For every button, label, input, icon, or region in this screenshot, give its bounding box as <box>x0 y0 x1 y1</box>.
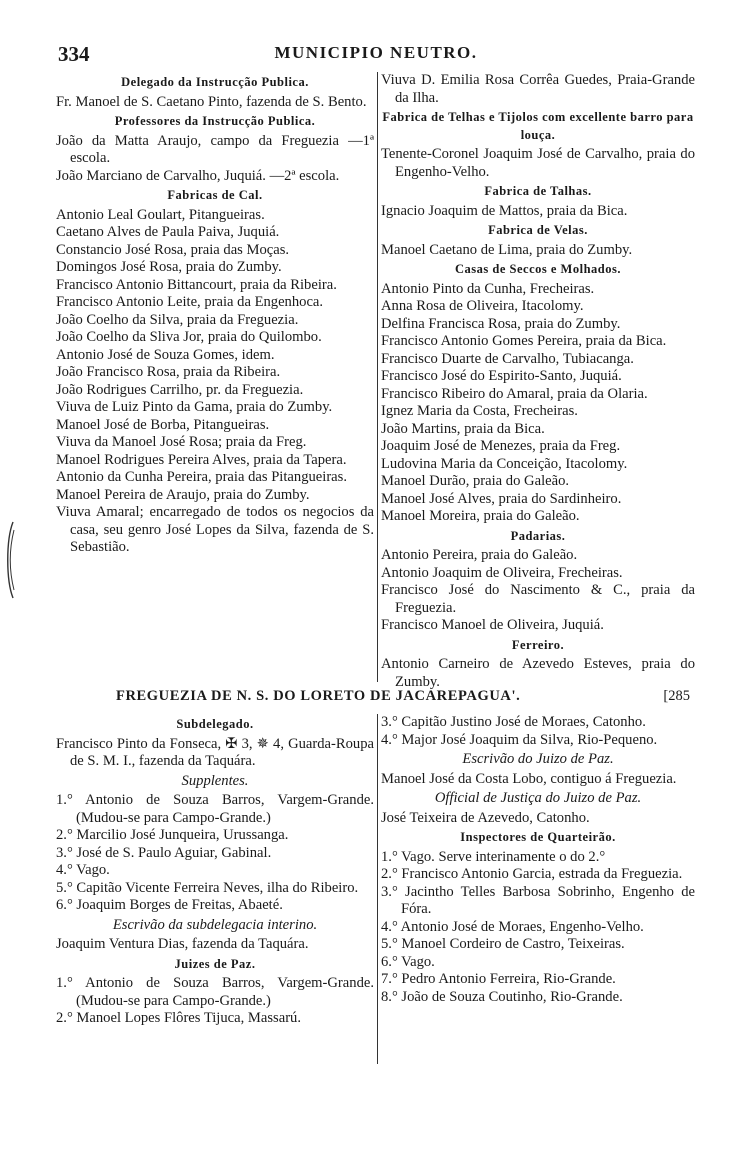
directory-entry: Viuva D. Emilia Rosa Corrêa Guedes, Praia-Grande da Ilha. <box>381 72 695 106</box>
directory-entry: Antonio Joaquim de Oliveira, Frecheiras. <box>381 564 623 581</box>
directory-entry: João Francisco Rosa, praia da Ribeira. <box>56 364 281 380</box>
directory-entry: Francisco José do Nascimento & C., praia da Freguezia. <box>381 582 695 616</box>
section-title: FREGUEZIA DE N. S. DO LORETO DE JACAREPAGUA'. <box>116 688 521 704</box>
directory-entry: Manoel Caetano de Lima, praia do Zumby. <box>381 241 633 258</box>
numbered-entry: 2.° Marcilio José Junqueira, Urussanga. <box>56 827 289 843</box>
directory-entry: Manoel Rodrigues Pereira Alves, praia da Tapera. <box>56 451 347 468</box>
italic-heading: Supplentes. <box>181 772 249 789</box>
section-heading: Fabricas de Cal. <box>167 188 263 202</box>
numbered-entry: 1.° Antonio de Souza Barros, Vargem-Grande. (Mudou-se para Campo-Grande.) <box>56 792 374 826</box>
page-header <box>56 42 696 70</box>
section-heading: Professores da Instrucção Publica. <box>114 114 316 128</box>
directory-entry: Francisco Antonio Gomes Pereira, praia da Bica. <box>381 333 667 349</box>
directory-entry: Tenente-Coronel Joaquim José de Carvalho, praia do Engenho-Velho. <box>381 146 695 180</box>
numbered-entry: 2.° Francisco Antonio Garcia, estrada da Freguezia. <box>381 866 683 882</box>
column-divider-top <box>377 72 378 682</box>
column-divider-bottom <box>377 714 378 1064</box>
directory-entry: Anna Rosa de Oliveira, Itacolomy. <box>381 298 584 314</box>
numbered-entry: 5.° Capitão Vicente Ferreira Neves, ilha do Ribeiro. <box>56 879 359 896</box>
numbered-entry: 8.° João de Souza Coutinho, Rio-Grande. <box>381 988 623 1005</box>
page-number: 334 <box>58 42 90 66</box>
top-right-column <box>381 72 695 691</box>
section-heading: Inspectores de Quarteirão. <box>460 830 616 844</box>
section-heading: Juizes de Paz. <box>174 956 256 971</box>
numbered-entry: 4.° Antonio José de Moraes, Engenho-Velho. <box>381 918 644 935</box>
numbered-entry: 6.° Vago. <box>381 953 435 970</box>
numbered-entry: 3.° Capitão Justino José de Moraes, Catonho. <box>381 714 646 730</box>
numbered-entry: 1.° Antonio de Souza Barros, Vargem-Grande. (Mudou-se para Campo-Grande.) <box>56 975 374 1009</box>
directory-entry: João Coelho da Silva, praia da Freguezia. <box>56 311 299 328</box>
directory-entry: Francisco Antonio Leite, praia da Engenhoca. <box>56 294 324 310</box>
directory-entry: Francisco Ribeiro do Amaral, praia da Olaria. <box>381 385 648 402</box>
directory-entry: Antonio Carneiro de Azevedo Esteves, praia do Zumby. <box>381 656 695 690</box>
section-heading: Delegado da Instrucção Publica. <box>121 75 309 89</box>
directory-entry: Francisco José do Espirito-Santo, Juquiá. <box>381 368 622 384</box>
bottom-left-column <box>56 714 374 1028</box>
italic-heading: Official de Justiça do Juizo de Paz. <box>434 790 642 806</box>
directory-entry: João Coelho da Sliva Jor, praia do Quilombo. <box>56 329 322 345</box>
directory-entry: Manoel Pereira de Araujo, praia do Zumby. <box>56 486 310 503</box>
directory-entry: João Rodrigues Carrilho, pr. da Freguezia. <box>56 381 304 398</box>
directory-entry: Manoel José de Borba, Pitangueiras. <box>56 416 270 433</box>
directory-entry: Joaquim José de Menezes, praia da Freg. <box>381 438 621 454</box>
numbered-entry: 3.° José de S. Paulo Aguiar, Gabinal. <box>56 844 272 861</box>
directory-entry: José Teixeira de Azevedo, Catonho. <box>381 809 590 826</box>
directory-entry: Manoel Durão, praia do Galeão. <box>381 473 570 489</box>
directory-entry: Francisco Antonio Bittancourt, praia da Ribeira. <box>56 276 337 293</box>
section-heading: Casas de Seccos e Molhados. <box>455 262 621 276</box>
bottom-right-column <box>381 714 695 1006</box>
section-heading: Fabrica de Telhas e Tijolos com excellente barro para louça. <box>382 110 694 142</box>
directory-entry: Manoel José da Costa Lobo, contiguo á Freguezia. <box>381 770 677 787</box>
numbered-entry: 7.° Pedro Antonio Ferreira, Rio-Grande. <box>381 971 616 987</box>
section-heading: Ferreiro. <box>511 637 565 652</box>
directory-entry: Antonio Pereira, praia do Galeão. <box>381 547 578 563</box>
directory-entry: Viuva da Manoel José Rosa; praia da Freg. <box>56 434 307 450</box>
directory-entry: Joaquim Ventura Dias, fazenda da Taquára. <box>56 936 309 952</box>
numbered-entry: 3.° Jacintho Telles Barbosa Sobrinho, Engenho de Fóra. <box>381 883 695 917</box>
numbered-entry: 1.° Vago. Serve interinamente o do 2.° <box>381 848 606 865</box>
directory-entry: Viuva Amaral; encarregado de todos os negocios da casa, seu genro José Lopes da Silva, fazenda de S. Sebastião. <box>56 504 374 555</box>
directory-entry: Domingos José Rosa, praia do Zumby. <box>56 259 282 275</box>
directory-entry: Manoel José Alves, praia do Sardinheiro. <box>381 490 622 507</box>
directory-entry: Delfina Francisca Rosa, praia do Zumby. <box>381 315 621 332</box>
italic-heading: Escrivão do Juizo de Paz. <box>462 751 614 767</box>
numbered-entry: 4.° Vago. <box>56 862 110 878</box>
numbered-entry: 2.° Manoel Lopes Flôres Tijuca, Massarú. <box>56 1010 301 1026</box>
section-heading: Padarias. <box>510 528 566 543</box>
directory-entry: Fr. Manoel de S. Caetano Pinto, fazenda de S. Bento. <box>56 93 367 110</box>
directory-entry: Francisco Duarte de Carvalho, Tubiacanga. <box>381 350 634 367</box>
section-heading: Fabrica de Talhas. <box>484 184 592 198</box>
top-left-column <box>56 72 374 557</box>
directory-entry: Ignez Maria da Costa, Frecheiras. <box>381 403 578 419</box>
directory-entry: Antonio Leal Goulart, Pitangueiras. <box>56 206 265 223</box>
directory-entry: Caetano Alves de Paula Paiva, Juquiá. <box>56 224 280 240</box>
section-heading: Fabrica de Velas. <box>488 223 588 237</box>
directory-entry: Constancio José Rosa, praia das Moças. <box>56 241 290 258</box>
section-ref: [285 <box>663 688 690 704</box>
section-heading: Subdelegado. <box>176 717 254 731</box>
directory-entry: Antonio da Cunha Pereira, praia das Pitangueiras. <box>56 469 347 485</box>
directory-entry: João Marciano de Carvalho, Juquiá. —2ª escola. <box>56 167 340 184</box>
directory-entry: Francisco Pinto da Fonseca, ✠ 3, ✵ 4, Guarda-Roupa de S. M. I., fazenda da Taquára. <box>56 735 374 769</box>
numbered-entry: 4.° Major José Joaquim da Silva, Rio-Pequeno. <box>381 731 658 748</box>
directory-entry: Antonio José de Souza Gomes, idem. <box>56 346 275 363</box>
page-title: MUNICIPIO NEUTRO. <box>274 43 478 62</box>
directory-entry: Manoel Moreira, praia do Galeão. <box>381 508 580 524</box>
numbered-entry: 6.° Joaquim Borges de Freitas, Abaeté. <box>56 897 283 913</box>
binding-mark <box>4 520 16 600</box>
section-header <box>56 686 696 710</box>
directory-entry: João Martins, praia da Bica. <box>381 420 545 437</box>
directory-entry: Ludovina Maria da Conceição, Itacolomy. <box>381 455 628 472</box>
directory-entry: Ignacio Joaquim de Mattos, praia da Bica. <box>381 202 628 219</box>
directory-entry: Viuva de Luiz Pinto da Gama, praia do Zumby. <box>56 399 333 415</box>
directory-entry: Antonio Pinto da Cunha, Frecheiras. <box>381 280 595 297</box>
directory-entry: João da Matta Araujo, campo da Freguezia —1ª escola. <box>56 132 374 166</box>
italic-heading: Escrivão da subdelegacia interino. <box>112 916 318 933</box>
numbered-entry: 5.° Manoel Cordeiro de Castro, Teixeiras. <box>381 936 625 952</box>
directory-entry: Francisco Manoel de Oliveira, Juquiá. <box>381 617 604 633</box>
